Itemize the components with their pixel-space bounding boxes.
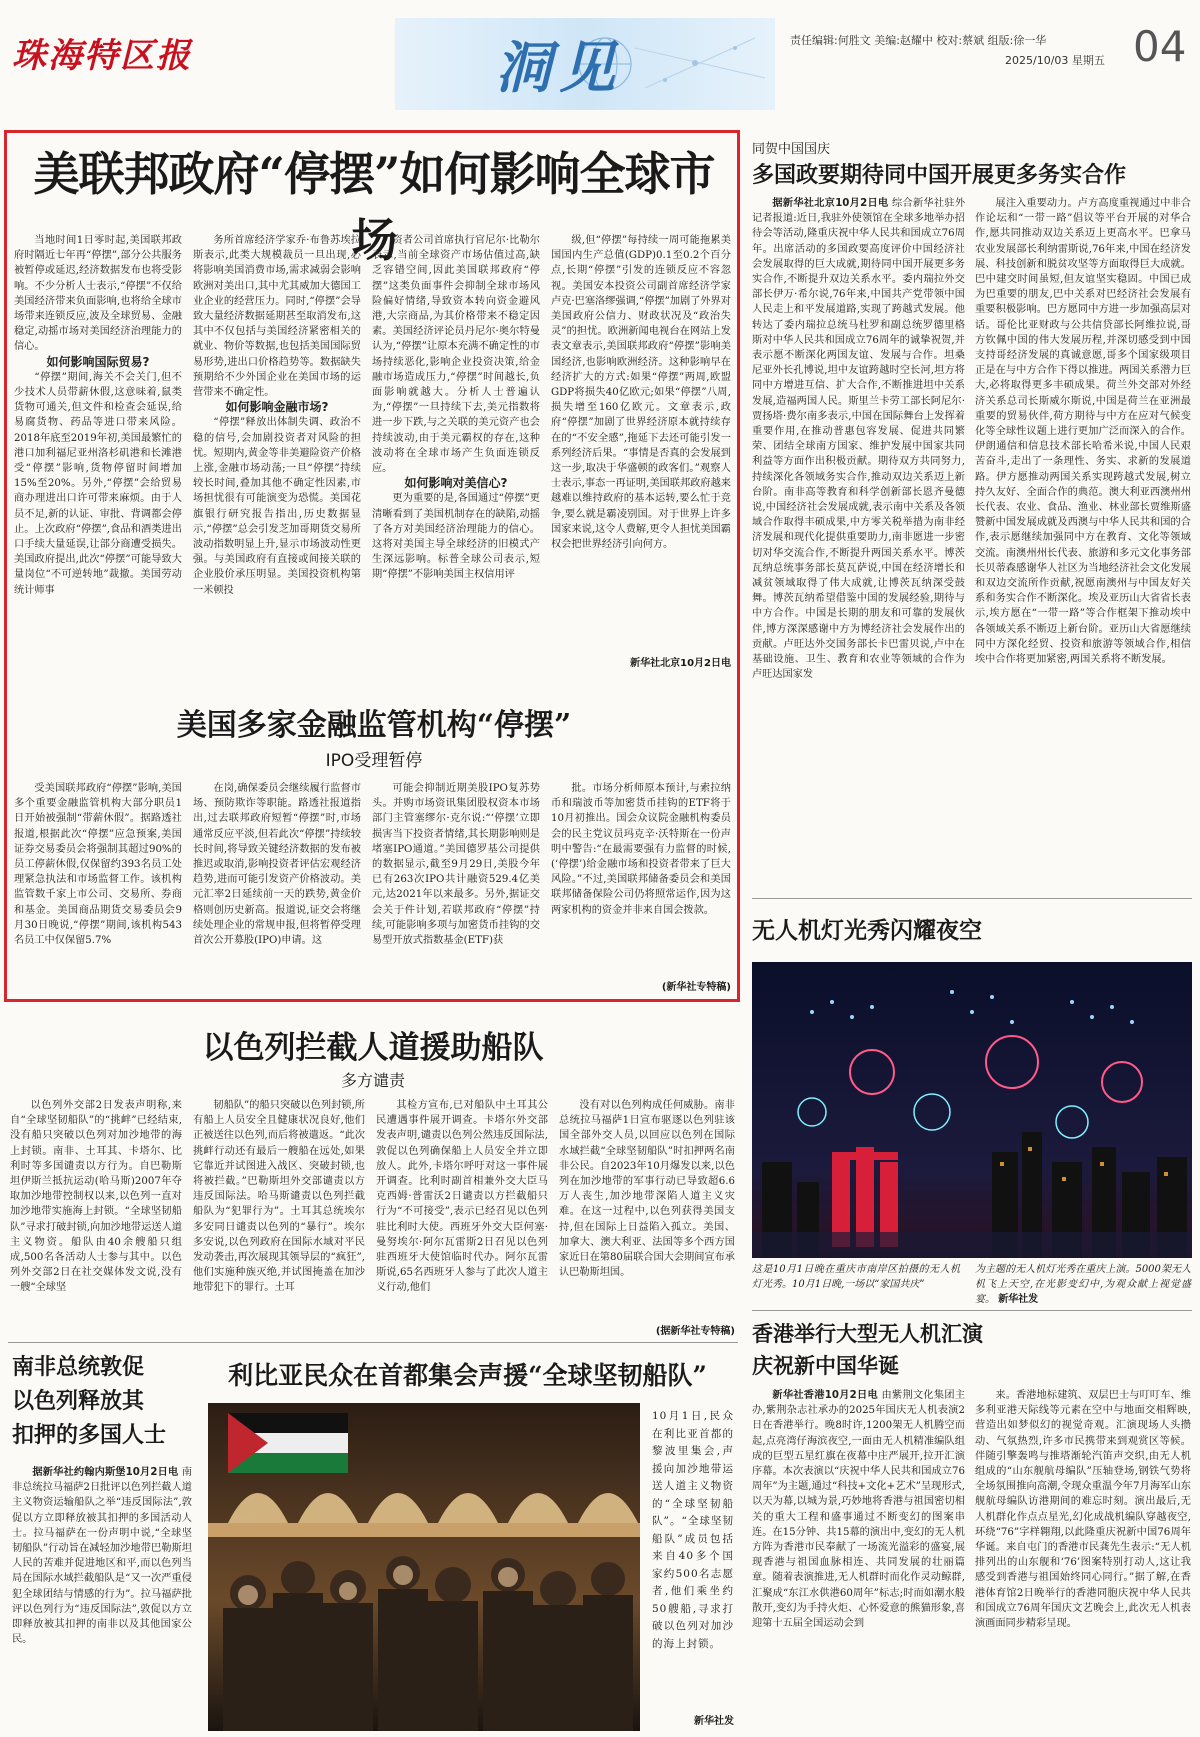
lead-col-1: 当地时间1日零时起,美国联邦政府时隔近七年再“停摆”,部分公共服务被暂停或延迟,经济数据发布也将受影响。不少分析人士表示,“停摆”不仅给美国经济带来负面影响,也将给全球市场带来连锁反应,波及全球贸易、金融稳定,动摇市场对美国经济治理能力的信心。 如何影响国际贸易? “停摆”期间,海关不会关门,但不少技术人员带薪休假,这意味着,鼠类货物可通关,但文件和检查会延误,给易腐货物、药品等进口带来风险。2018年底至2019年初,美国最繁忙的港口加利福尼亚州洛杉矶港和长滩港受“停摆”影响,货物停留时间增加15%至20%。另外,“停摆”会给贸易商办理进出口许可带来麻烦。由于人员不足,新的认证、审批、背调都会停止。上次政府“停摆”,食品和酒类进出口手续大量延误,让部分商遭受损失。美国政府提出,此次“停摆”可能导致大量岗位“不可逆转地”裁撤。美国劳动统计师事 [14,235,182,596]
hongkong-col-2: 来。香港地标建筑、双层巴士与叮叮车、维多利亚港天际线等元素在空中与地面交相辉映,营造出如梦似幻的视觉奇观。汇演现场人头攒动、气氛热烈,许多市民携带来到观赏区等候。伴随引擎轰鸣与推塔渐轮汽笛声交织,由无人机组成的“山东舰航母编队”压轴登场,钢铁气势将全场氛围推向高潮,令现众重温今年7月海军山东舰航母编队访港期间的难忘时刻。演出最后,无人机群化作点点星光,幻化成战机编队穿越夜空,环绕“76”字样翱翔,以此隆重庆祝新中国76周年华诞。来自屯门的香港市民龚先生表示:“无人机排列出的山东舰和‘76’图案特别打动人,这让我感受到香港与祖国始终同心同行。”据了解,在香港体育馆2日晚举行的香港同胞庆祝中华人民共和国成立76周年国庆文艺晚会上,此次无人机表演画面同步精彩呈现。 [975,1390,1191,1630]
israel-subhead: 多方谴责 [340,1071,405,1090]
right-headline: 多国政要期待同中国开展更多务实合作 [752,162,1127,188]
hongkong-col-1: 新华社香港10月2日电 由紫荆文化集团主办,紫荆杂志社承办的2025年国庆无人机表演2日在香港举行。晚8时许,1200架无人机腾空而起,点亮湾仔海滨夜空,一面由无人机精准编队组成的巨型五星红旗在夜幕中庄严展开,拉开汇演序幕。本次表演以“庆祝中华人民共和国成立76周年”为主题,通过“科技+文化+艺术”呈现形式,以天为幕,以城为景,巧妙地将香港与祖国密切相关的重大工程和盛事通过不断变幻的图案串连。在15分钟、共15幕的演出中,变幻的无人机方阵为香港市民奉献了一场流光溢彩的盛宴,展现香港与祖国血脉相连、共同发展的壮丽篇章。随着表演推进,无人机群时而化作灵动鲸群,汇聚成“东江水供港60周年”标志;时而如潮水般散开,变幻为手持火炬、心怀爱意的熊猫形象,喜迎第十五届全国运动会到 [752,1390,965,1630]
southafrica-dateline: 据新华社约翰内斯堡10月2日电 [32,1467,179,1478]
right-col-1: 据新华社北京10月2日电 综合新华社驻外记者报道:近日,我驻外使领馆在全球多地举办招待会等活动,隆重庆祝中华人民共和国成立76周年。出席活动的多国政要高度评价中国经济社会发展取得的巨大成就,期待同中国开展更多务实合作,不断提升双边关系水平。委内瑞拉外交部长伊万·希尔说,76年来,中国共产党带领中国人民走上和平发展道路,实现了跨越式发展。他转达了委内瑞拉总统马杜罗和副总统罗德里格斯对中华人民共和国成立76周年的诚挚祝贺,并表示愿不断深化两国友谊、发展与合作。坦桑尼亚外长孔博说,坦中友谊跨越时空长河,坦方将同中方增进互信、扩大合作,不断推进坦中关系发展,造福两国人民。斯里兰卡劳工部长阿尼尔·贾扬塔·费尔南多表示,中国在国际舞台上发挥着重要作用,在推动普惠包容发展、促进共同繁荣、团结全球南方国家、维护发展中国家共同利益等方面作出积极贡献。期待双方共同努力,持续深化各领域务实合作,推动双边关系迈上新台阶。南非高等教育和科学创新部长恩齐曼德说,中国经济社会发展成就,表示南中关系及各领域合作取得丰硕成果,中方零关税举措为南非经济发展和现代化提供重要助力,南非愿进一步密切对华交流合作,不断提升两国关系水平。博茨瓦纳总统事务部长莫瓦萨说,中国在经济增长和减贫领域取得了伟大成就,让博茨瓦纳深受鼓舞。博茨瓦纳希望借鉴中国的发展经验,期待与中方合作。中国是长期的朋友和可靠的发展伙伴,博方深深感谢中方为博经济社会发展作出的贡献。卢旺达外交国务部长卡巴雷贝说,卢中在基础设施、卫生、教育和农业等领域的合作为卢旺达国家发 [752,198,965,681]
libya-headline: 利比亚民众在首都集会声援“全球坚韧船队” [228,1361,707,1390]
libya-caption: 10月1日,民众在利比亚首都的黎波里集会,声援向加沙地带运送人道主义物资的“全球坚韧船队”。“全球坚韧船队”成员包括来自40多个国家约500名志愿者,他们乘坐约50艘船,寻求打破以色列对加沙的海上封锁。 [652,1410,734,1650]
southafrica-headline: 南非总统敦促 以色列释放其 扣押的多国人士 [12,1354,167,1448]
masthead [0,0,1200,112]
lead-signature: 新华社北京10月2日电 [630,658,731,669]
israel-col-2: 韧船队”的船只突破以色列封锁,所有船上人员安全且健康状况良好,他们正被送往以色列,而后将被遣返。“此次挑衅行动还有最后一艘船在远处,如果它靠近并试图进入战区、突破封锁,也将被拦截。”巴勒斯坦外交部谴责以方违反国际法。哈马斯谴责以色列拦截船队为“犯罪行为”。土耳其总统埃尔多安同日谴责以色列的“暴行”。埃尔多安说,以色列政府在国际水域对平民发动袭击,再次展现其领导层的“疯狂”,他们实施种族灭绝,并试图掩盖在加沙地带犯下的罪行。土耳 [193,1100,365,1294]
right-dateline: 据新华社北京10月2日电 [772,198,889,209]
lead-col-2: 务所首席经济学家乔·布鲁苏埃拉斯表示,此类大规模裁员一旦出现,必将影响美国消费市场,需求减弱会影响欧洲对美出口,其中尤其威加大德国工业企业的经营压力。同时,“停摆”会导致大量经济数据延期甚至取消发布,这其中不仅包括与美国经济紧密相关的就业、物价等数据,也包括美国国际贸易形势,进出口价格趋势等。数据缺失预期给不少外国企业在美国市场的运营带来不确定性。 如何影响金融市场? “停摆”释放出体制失调、政治不稳的信号,会加剧投资者对风险的担忧。短期内,黄金等非美避险资产价格上涨,金融市场动荡;一旦“停摆”持续较长时间,叠加其他不确定性因素,市场担忧很有可能演变为恐慌。美国花旗银行研究报告指出,历史数据显示,“停摆”总会引发芝加哥期货交易所波动指数明显上升,显示市场波动性更强。与美国政府有直接或间接关联的企业股价承压明显。美国投资机构第一米顿投 [193,235,361,596]
ipo-col-4: 批。市场分析师原本预计,与索拉纳币和瑞波币等加密货币挂钩的ETF将于10月初推出。国会众议院金融机构委员会的民主党议员玛克辛·沃特斯在一份声明中警告:“在最需要强有力监督的时候,(‘停摆’)给金融市场和投资者带来了巨大风险。”不过,美国联邦储备委员会和美国联邦储备保险公司仍将照常运作,因为这两家机构的资金并非来自国会拨款。 [551,783,731,916]
ipo-headline: 美国多家金融监管机构“停摆” [176,708,572,743]
lead-col-4: 级,但“停摆”每持续一周可能拖累美国国内生产总值(GDP)0.1至0.2个百分点,长期“停摆”引发的连锁反应不容忽视。美国安本投资公司副首席经济学家卢克·巴塞洛缪强调,“停摆”加剧了外界对美国政府公信力、财政状况及“政治失灵”的担忧。欧洲新闻电视台在网站上发表文章表示,美国联邦政府“停摆”影响美国经济,也影响欧洲经济。这种影响早在经济扩大的方式:如果“停摆”两周,欧盟GDP将损失40亿欧元;如果“停摆”八周,损失增至160亿欧元。文章表示,政府“停摆”加剧了世界经济原本就持续存在的“不安全感”,拖延下去还可能引发一系列经济后果。“事情是否真的会发展到这一步,取决于华盛顿的政客们。”观察人士表示,事态一再证明,美国联邦政府越来越难以维持政府的基本运转,要么忙于竞争,要么就是霸凌别国。对于世界上许多国家来说,这令人费解,更令人担忧美国霸权会把世界经济引向何方。 [551,235,731,551]
ipo-col-2: 在岗,确保委员会继续履行监督市场、预防欺诈等职能。路透社报道指出,过去联邦政府短暂“停摆”时,市场通常反应平淡,但若此次“停摆”持续较长时间,将导致关键经济数据的发布被推迟或取消,影响投资者评估宏观经济趋势,进而可能引发资产价格波动。美元汇率2日延续前一天的跌势,黄金价格则创历史新高。报道说,证交会将继续处理企业的常规申报,但将暂停受理首次公开募股(IPO)申请。这 [193,783,361,947]
lead-subhead-finance: 如何影响金融市场? [225,400,329,415]
libya-credit: 新华社发 [694,1716,734,1727]
ipo-col-3: 可能会抑制近期美股IPO复苏势头。并购市场资讯集团股权资本市场部门主管塞缪尔·克尔说:“‘停摆’立即损害当下投资者情绪,其长期影响则是堵塞IPO通道。”美国德罗基公司提供的数据显示,截至9月29日,美股今年已有263次IPO共计融资529.4亿美元,达2021年以来最多。另外,据证交会关于件计划,若联邦政府“停摆”持续,可能影响多项与加密货币挂钩的交易型开放式指数基金(ETF)获 [372,783,540,947]
ipo-col-1: 受美国联邦政府“停摆”影响,美国多个重要金融监管机构大部分职员1日开始被强制“带薪休假”。据路透社报道,根据此次“停摆”应急预案,美国证券交易委员会将强制其超过90%的员工停薪休假,仅保留约393名员工处理紧急执法和市场监督工作。该机构监管数千家上市公司、交易所、券商和基金。美国商品期货交易委员会9月30日晚说,“停摆”期间,该机构543名员工中仅保留5.7% [14,783,182,947]
lead-col-3: 资者公司首席执行官尼尔·比勒尔表示,当前全球资产市场估值过高,缺乏容错空间,因此美国联邦政府“停摆”这类负面事件会抑制全球市场风险偏好情绪,导致资本转向资金避风港,大宗商品,为其价格带来不稳定因素。美国经济评论员丹尼尔·奥尔特曼认为,“停摆”让原本充满不确定性的市场持续恶化,影响企业投资决策,给金融市场造成压力,“停摆”时间越长,负面影响就越大。分析人士普遍认为,“停摆”一旦持续下去,美元指数将进一步下跌,与之关联的美元资产也会持续波动,由于美元霸权的存在,这种波动将在全球市场产生负面连锁反应。 如何影响对美信心? 更为重要的是,各国通过“停摆”更清晰看到了美国机制存在的缺陷,动摇了各方对美国经济治理能力的信心。这将对美国主导全球经济的旧模式产生深远影响。标普全球公司表示,短期“停摆”不影响美国主权信用评 [372,235,540,581]
lead-subhead-confidence: 如何影响对美信心? [404,476,508,491]
drone-headline: 无人机灯光秀闪耀夜空 [752,917,982,944]
divider [8,1342,738,1343]
ipo-subhead: IPO受理暂停 [325,751,423,771]
hongkong-headline: 香港举行大型无人机汇演 庆祝新中国华诞 [752,1321,983,1378]
israel-signature: (据新华社专特稿) [655,1326,735,1337]
lead-subhead-trade: 如何影响国际贸易? [46,354,150,369]
divider [752,1310,1192,1311]
section-banner [395,18,775,110]
drone-photo [752,962,1192,1258]
ipo-signature: (新华社专特稿) [661,982,731,993]
southafrica-body: 据新华社约翰内斯堡10月2日电 南非总统拉马福萨2日批评以色列拦截人道主义物资运输船队之举“违反国际法”,敦促以方立即释放被其扣押的多国活动人士。拉马福萨在一份声明中说,“全球坚韧船队”行动旨在减轻加沙地带巴勒斯坦人民的苦难并促进地区和平,而以色列当局在国际水域拦截船队是“又一次严重侵犯全球团结与情感的行为”。拉马福萨批评以色列行为“违反国际法”,敦促以方立即释放被其扣押的南非以及其他国家公民。 [12,1467,192,1646]
date-line: 2025/10/03 星期五 [1005,54,1105,67]
editor-line: 责任编辑:何胜文 美编:赵耀中 校对:蔡斌 组版:徐一华 [790,34,1047,47]
israel-col-4: 没有对以色列构成任何威胁。南非总统拉马福萨1日宣布驱逐以色列驻该国全部外交人员,以回应以色列在国际水域拦截“全球坚韧船队”时扣押两名南非公民。自2023年10月爆发以来,以色列在加沙地带的军事行动已导致超6.6万人丧生,加沙地带深陷人道主义灾难。在这一过程中,以色列获得美国支持,但在国际上日益陷入孤立。美国、加拿大、澳大利亚、法国等多个西方国家近日在第80届联合国大会期间宣布承认巴勒斯坦国。 [559,1100,735,1279]
right-kicker: 同贺中国国庆 [752,142,831,157]
lead-headline: 美联邦政府“停摆”如何影响全球市场 [33,147,715,267]
israel-col-3: 其检方宣布,已对船队中土耳其公民遭遇事件展开调查。卡塔尔外交部发表声明,谴责以色列公然违反国际法,敦促以色列确保船上人员安全并立即放人。此外,卡塔尔呼吁对这一事件展开调查。比利时副首相兼外交大臣马克西姆·普雷沃2日谴责以方拦截船只行为“不可接受”,表示已经召见以色列驻比利时大使。西班牙外交大臣何塞·曼努埃尔·阿尔瓦雷斯2日召见以色列驻西班牙大使馆临时代办。阿尔瓦雷斯说,65名西班牙人参与了此次人道主义行动,他们 [376,1100,548,1294]
divider [752,898,1192,899]
israel-headline: 以色列拦截人道援助船队 [202,1030,544,1066]
hongkong-dateline: 新华社香港10月2日电 [772,1390,878,1401]
drone-credit: 新华社发 [998,1294,1039,1305]
page-number: 04 [1133,22,1187,71]
section-title: 洞见 [495,35,623,101]
paper-name: 珠海特区报 [12,36,192,76]
israel-col-1: 以色列外交部2日发表声明称,来自“全球坚韧船队”的“挑衅”已经结束,没有船只突破以色列对加沙地带的海上封锁。南非、土耳其、卡塔尔、比利时等多国谴责以方行为。自巴勒斯坦伊斯兰抵抗运动(哈马斯)2007年夺取加沙地带控制权以来,以色列一直对加沙地带实施海上封锁。“全球坚韧船队”寻求打破封锁,向加沙地带运送人道主义物资。船队由40余艘船只组成,500名各活动人士参与其中。以色列外交部2日在社交媒体发文说,没有一艘“全球坚 [10,1100,182,1294]
drone-caption-1: 这是10月1日晚在重庆市南岸区拍摄的无人机灯光秀。10月1日晚,一场以“家国共庆” [752,1264,960,1290]
drone-caption-2: 为主题的无人机灯光秀在重庆上演。5000架无人机飞上天空,在光影变幻中,为观众献上视觉盛宴。 新华社发 [975,1264,1191,1305]
libya-photo [208,1403,640,1731]
right-col-2: 展注入重要动力。卢方高度重视通过中非合作论坛和“一带一路”倡议等平台开展的对华合作,愿共同推动双边关系迈上更高水平。巴拿马农业发展部长利纳雷斯说,76年来,中国在经济发展、科技创新和脱贫攻坚等方面取得巨大成就。巴中建交时间虽短,但友谊坚实稳固。中国已成为巴重要的朋友,巴中关系对巴经济社会发展有重要积极影响。巴方愿同中方进一步加强高层对话。哥伦比亚财政与公共信贷部长阿维拉说,哥方钦佩中国的伟大发展历程,并深切感受到中国支持哥经济发展的真诚意愿,哥多个国家级项目正是在与中方合作下得以推进。两国关系潜力巨大,必将取得更多丰硕成果。荷兰外交部对外经济关系总司长斯威尔斯说,中国是荷兰在亚洲最重要的贸易伙伴,荷方期待与中方在应对气候变化等全球性议题上进行更加广泛而深入的合作。伊朗通信和信息技术部长哈希米说,中国人民艰苦奋斗,走出了一条理性、务实、求新的发展道路。伊方愿推动两国关系实现跨越式发展,树立持久友好、全面合作的典范。澳大利亚西澳州州长代表、农业、食品、渔业、林业部长贾维斯盛赞新中国发展成就及西澳与中华人民共和国的合作,表示愿继续加强同中方在教育、文化等领域交流。南澳州州长代表、旅游和多元文化事务部长贝蒂森感谢华人社区为当地经济社会文化发展和双边交流所作贡献,祝愿南澳州与中国友好关系和务实合作不断深化。埃及亚历山大省省长表示,埃方愿在“一带一路”等合作框架下推动埃中各领域关系不断迈上新台阶。亚历山大省愿继续同中方深化经贸、投资和旅游等领域合作,相信埃中合作将更加紧密,两国关系将不断发展。 [975,198,1191,666]
